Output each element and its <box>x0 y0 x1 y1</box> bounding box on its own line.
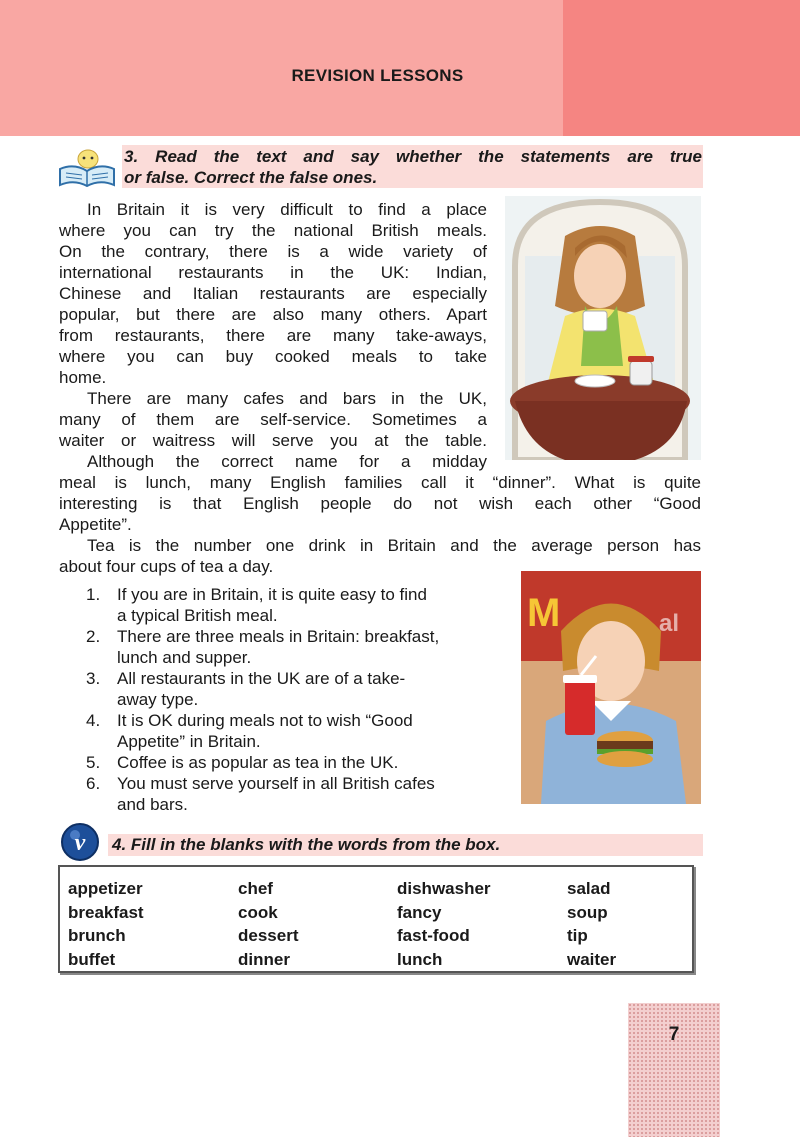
boy-eating-burger-illustration <box>521 571 701 804</box>
paragraph-1 <box>59 199 487 388</box>
item-text: Coffee is as popular as tea in the UK. <box>117 753 399 772</box>
text-line: where you can buy cooked meals to take <box>59 347 487 366</box>
vocabulary-v-icon <box>60 822 100 862</box>
text-line: from restaurants, there are many take-aways, <box>59 326 487 345</box>
task3-line2: or false. Correct the false ones. <box>124 168 378 187</box>
word: dessert <box>238 926 299 945</box>
item-text: You must serve yourself in all British cafes <box>117 774 435 793</box>
text-line: popular, but there are also many others. Apart <box>59 305 487 324</box>
word-column-3 <box>397 877 491 971</box>
item-number: 3. <box>86 669 101 688</box>
text-line: Although the correct name for a midday <box>87 452 487 471</box>
word: waiter <box>567 949 617 969</box>
item-text: lunch and supper. <box>117 648 252 667</box>
text-line: There are many cafes and bars in the UK, <box>87 389 487 408</box>
item-text: If you are in Britain, it is quite easy to find <box>117 585 427 604</box>
word: lunch <box>397 949 443 969</box>
text-line: waiter or waitress will serve you at the table. <box>59 431 487 450</box>
word: brunch <box>68 926 126 945</box>
word: appetizer <box>68 879 143 898</box>
task4-instruction: 4. Fill in the blanks with the words from the box. <box>112 835 501 854</box>
page-title: REVISION LESSONS <box>291 66 464 85</box>
word: salad <box>567 879 611 898</box>
text-line: about four cups of tea a day. <box>59 557 274 576</box>
text-line: Tea is the number one drink in Britain and the average person has <box>87 536 701 555</box>
list-item <box>86 752 506 773</box>
text-line: meal is lunch, many English families call it “dinner”. What is quite <box>59 473 701 492</box>
paragraph-3-first-line <box>59 451 487 472</box>
word: breakfast <box>68 902 144 922</box>
item-text: Appetite” in Britain. <box>117 732 261 751</box>
text-line: many of them are self-service. Sometimes a <box>59 410 487 429</box>
word-column-4 <box>567 877 616 971</box>
item-number: 2. <box>86 627 101 646</box>
text-line: Chinese and Italian restaurants are especially <box>59 284 487 303</box>
paragraph-2 <box>59 388 487 451</box>
item-text: All restaurants in the UK are of a take- <box>117 669 406 688</box>
text-line: Appetite”. <box>59 515 132 534</box>
item-text: away type. <box>117 690 199 709</box>
girl-drinking-tea-illustration <box>505 196 701 460</box>
list-item <box>86 626 506 668</box>
word: cook <box>238 902 278 922</box>
text-line: where you can try the national British meals. <box>59 221 487 240</box>
svg-text:al: al <box>659 610 680 637</box>
word-column-1 <box>68 877 144 971</box>
item-number: 6. <box>86 774 101 793</box>
item-text: and bars. <box>117 795 188 814</box>
word: chef <box>238 879 273 898</box>
word: fast-food <box>397 926 470 945</box>
page-number: 7 <box>668 1024 680 1045</box>
item-text: a typical British meal. <box>117 606 278 625</box>
paragraph-3 <box>59 472 701 535</box>
item-text: It is OK during meals not to wish “Good <box>117 711 413 730</box>
text-line: international restaurants in the UK: Indian, <box>59 263 487 282</box>
word-column-2 <box>238 877 298 971</box>
reading-book-icon <box>58 145 116 187</box>
item-number: 1. <box>86 585 101 604</box>
item-text: There are three meals in Britain: breakfast, <box>117 627 440 646</box>
list-item <box>86 668 506 710</box>
text-line: home. <box>59 368 107 387</box>
text-line: In Britain it is very difficult to find a place <box>87 200 487 219</box>
list-item <box>86 773 506 815</box>
text-line: interesting is that English people do not wish each other “Good <box>59 494 701 513</box>
list-item <box>86 584 506 626</box>
statements-list <box>86 584 506 815</box>
item-number: 4. <box>86 711 101 730</box>
task3-line1: 3. Read the text and say whether the statements are true <box>124 147 702 166</box>
item-number: 5. <box>86 753 101 772</box>
word: tip <box>567 926 588 945</box>
word: dinner <box>238 949 290 969</box>
svg-text:M: M <box>527 591 561 635</box>
list-item <box>86 710 506 752</box>
word: soup <box>567 902 608 922</box>
task3-instruction <box>124 146 702 188</box>
word: dishwasher <box>397 879 491 898</box>
text-line: On the contrary, there is a wide variety of <box>59 242 487 261</box>
svg-text:v: v <box>74 830 86 856</box>
word-box <box>58 865 694 973</box>
word: fancy <box>397 902 442 922</box>
word: buffet <box>68 949 116 969</box>
